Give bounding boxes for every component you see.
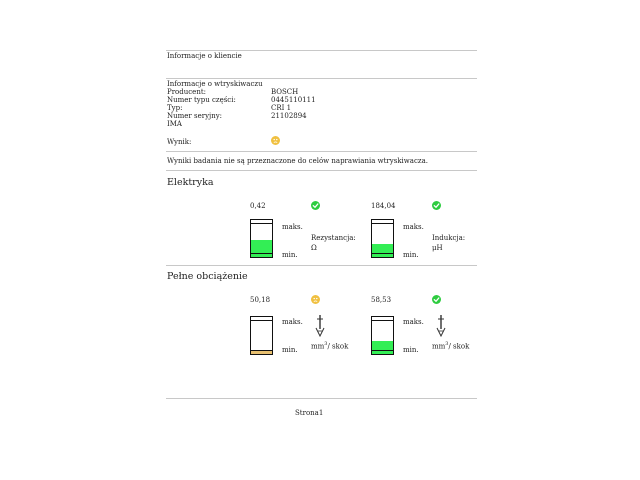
max-label: maks.: [282, 318, 303, 326]
gauge-fill: [372, 341, 393, 354]
level-gauge: [250, 219, 273, 258]
gauge-min-line: [251, 350, 272, 351]
min-label: min.: [282, 251, 298, 259]
check-circle-icon: [432, 201, 441, 210]
divider: [166, 78, 477, 79]
measurement-name: Rezystancja:: [311, 234, 356, 242]
check-circle-icon: [432, 295, 441, 304]
disclaimer-text: Wyniki badania nie są przeznaczone do celów naprawiania wtryskiwacza.: [167, 157, 428, 165]
info-label: Producent:: [167, 88, 207, 96]
warning-face-icon: [311, 295, 320, 304]
gauge-min-line: [251, 253, 272, 254]
injector-info-heading: Informacje o wtryskiwaczu: [167, 80, 263, 88]
info-label: IMA: [167, 120, 182, 128]
gauge-max-line: [372, 320, 393, 321]
info-value: 0445110111: [271, 96, 316, 104]
level-gauge: [250, 316, 273, 355]
measurement-unit: Ω: [311, 244, 317, 252]
measurement-value: 184,04: [371, 202, 396, 210]
injector-icon: [314, 315, 326, 337]
measurement-value: 50,18: [250, 296, 271, 304]
max-label: maks.: [403, 223, 424, 231]
min-label: min.: [403, 251, 419, 259]
measurement-value: 0,42: [250, 202, 266, 210]
info-value: CRI 1: [271, 104, 292, 112]
divider: [166, 50, 477, 51]
divider: [166, 265, 477, 266]
divider: [166, 151, 477, 152]
divider: [166, 170, 477, 171]
gauge-min-line: [372, 350, 393, 351]
info-value: 21102894: [271, 112, 307, 120]
max-label: maks.: [403, 318, 424, 326]
level-gauge: [371, 219, 394, 258]
info-label: Numer typu części:: [167, 96, 236, 104]
measurement-name: Indukcja:: [432, 234, 466, 242]
gauge-max-line: [251, 320, 272, 321]
measurement-value: 58,53: [371, 296, 392, 304]
measurement-unit: $mm^3/$ skok: [432, 341, 470, 351]
max-label: maks.: [282, 223, 303, 231]
divider: [166, 398, 477, 399]
check-circle-icon: [311, 201, 320, 210]
section-title-full-load: Pełne obciążenie: [167, 271, 248, 282]
gauge-max-line: [372, 223, 393, 224]
info-label: Numer seryjny:: [167, 112, 223, 120]
gauge-fill: [251, 240, 272, 257]
min-label: min.: [282, 346, 298, 354]
page-number: Strona1: [295, 409, 324, 417]
min-label: min.: [403, 346, 419, 354]
warning-face-icon: [271, 136, 280, 145]
info-label: Typ:: [167, 104, 183, 112]
measurement-unit: μH: [432, 244, 443, 252]
client-info-heading: Informacje o kliencie: [167, 52, 242, 60]
gauge-fill: [372, 244, 393, 257]
injector-icon: [435, 315, 447, 337]
result-label: Wynik:: [167, 138, 192, 146]
section-title-electrical: Elektryka: [167, 177, 214, 188]
gauge-max-line: [251, 223, 272, 224]
info-value: BOSCH: [271, 88, 299, 96]
level-gauge: [371, 316, 394, 355]
measurement-unit: $mm^3/$ skok: [311, 341, 349, 351]
gauge-min-line: [372, 253, 393, 254]
